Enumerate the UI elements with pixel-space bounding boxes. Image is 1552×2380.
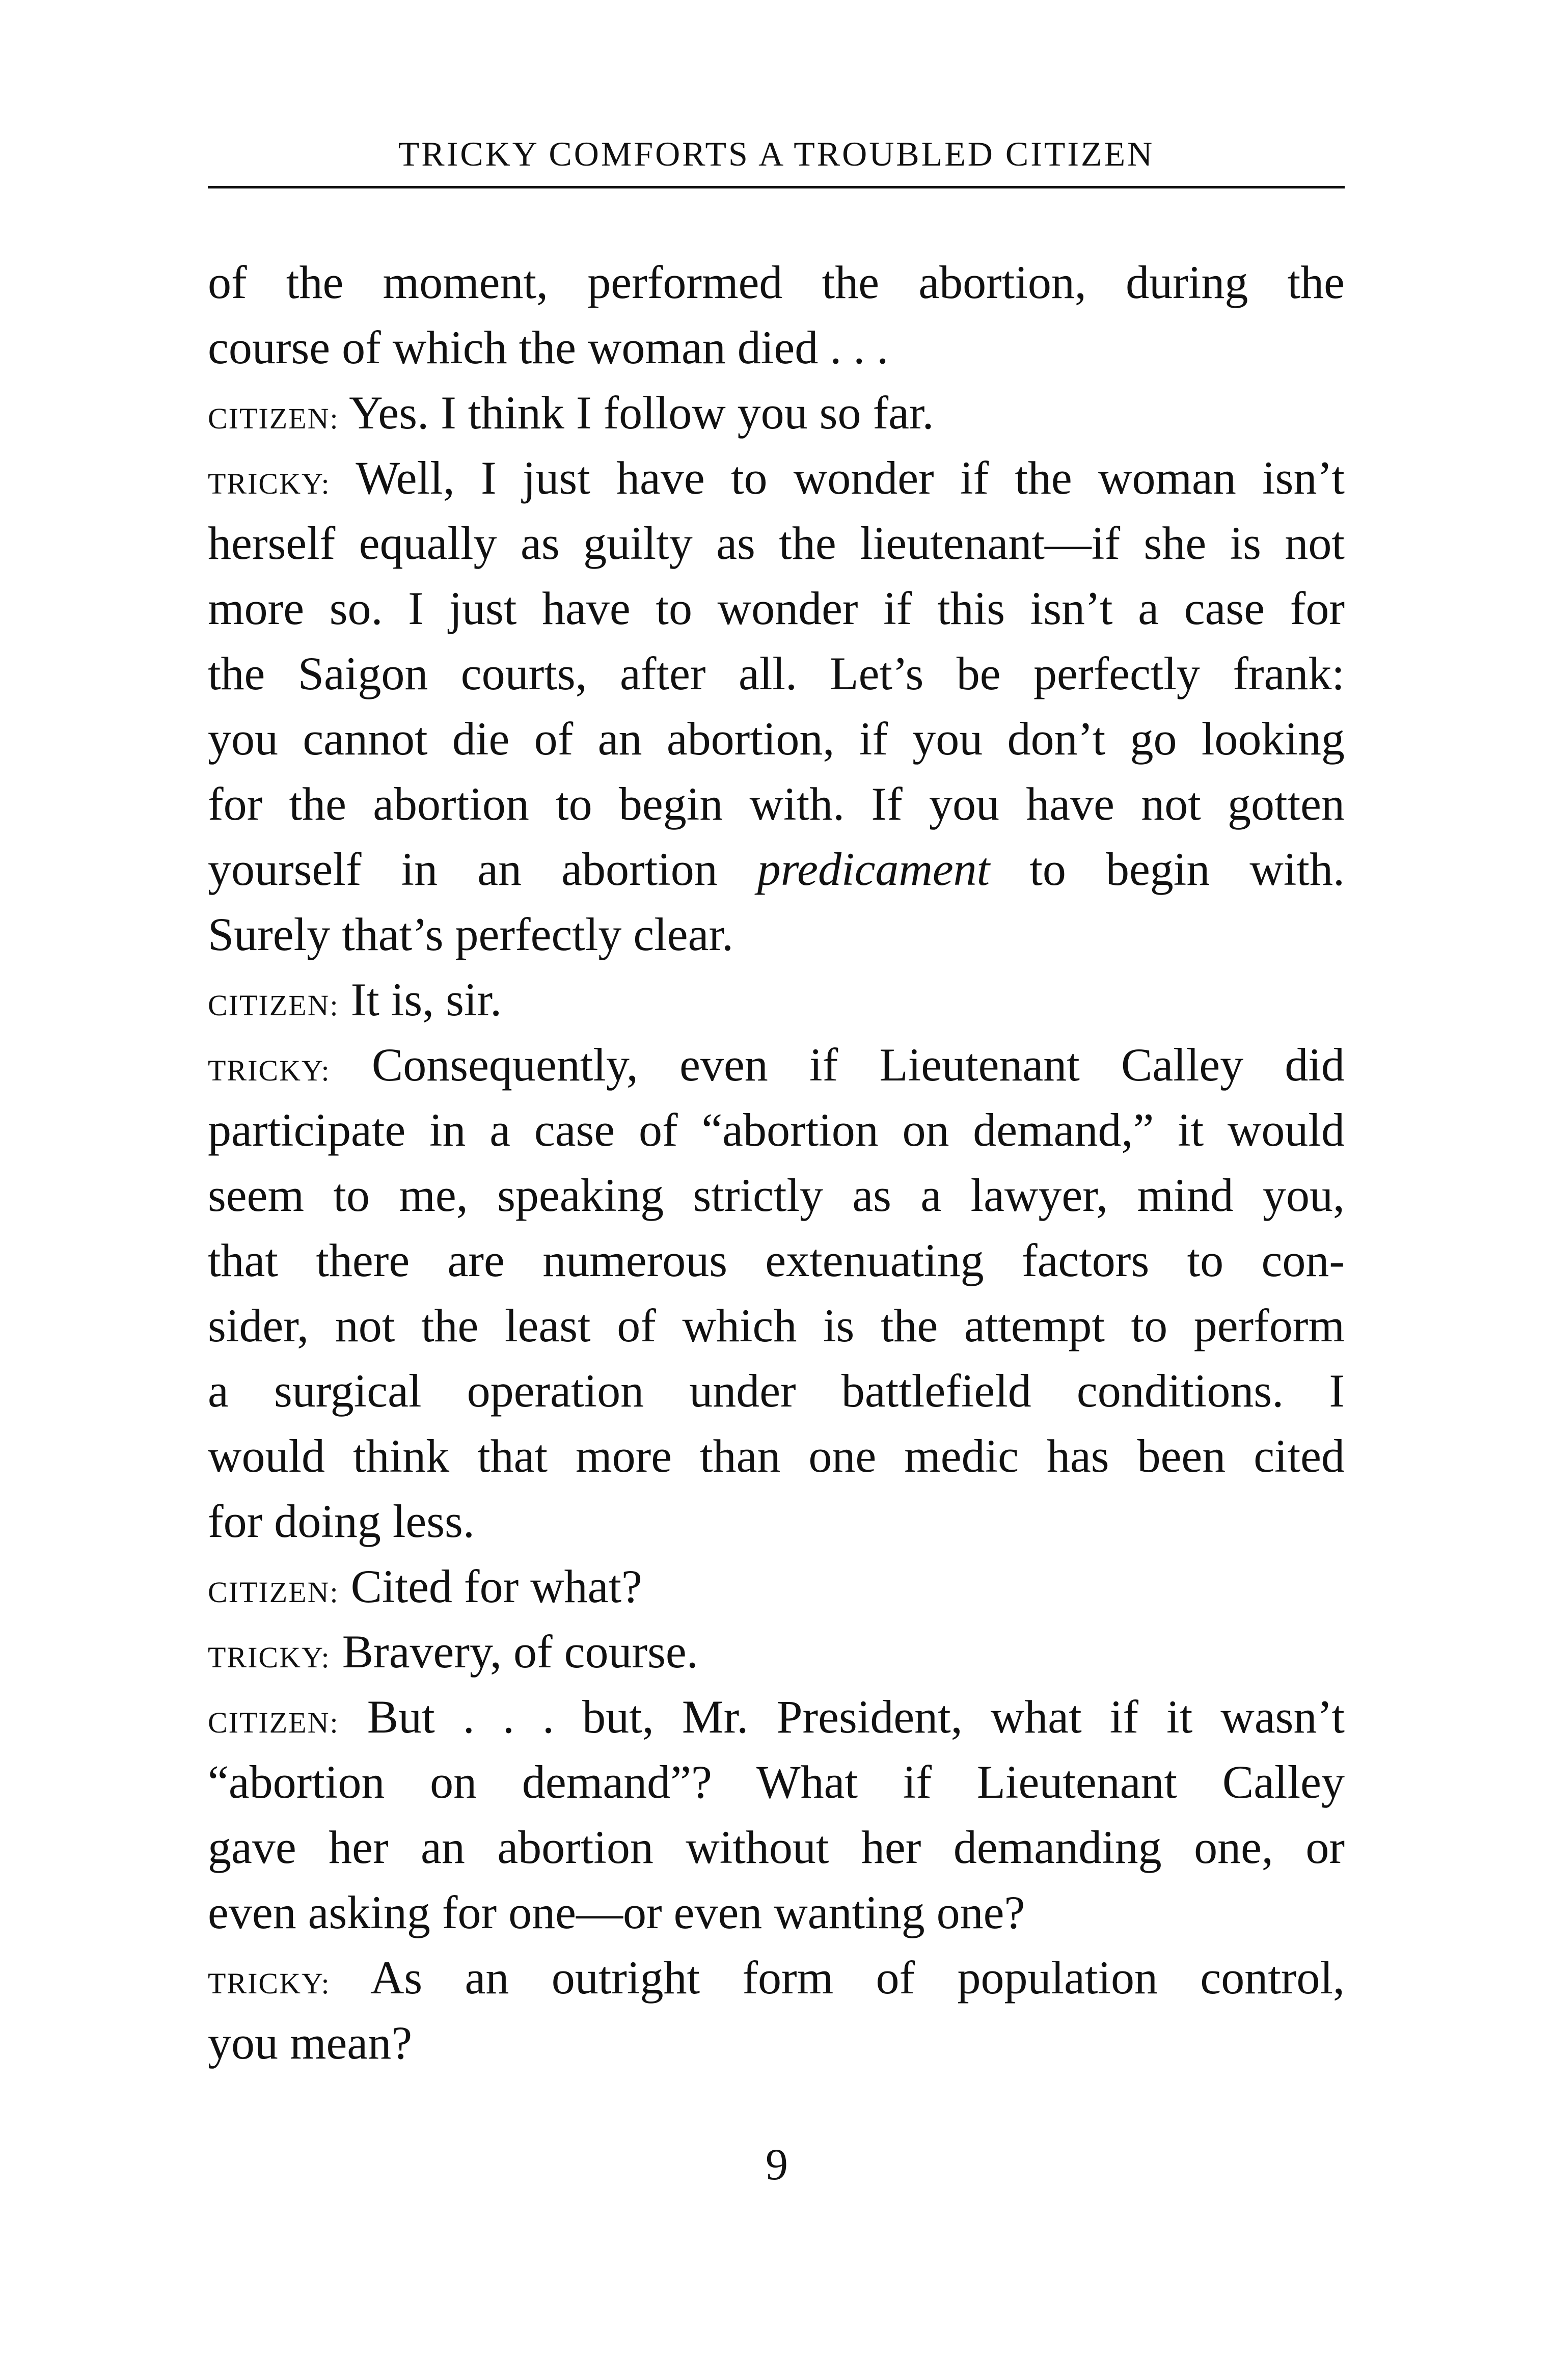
speaker-label: TRICKY:: [208, 1641, 331, 1674]
text-line: gave her an abortion without her demanding one, or: [208, 1821, 1345, 1873]
text-line: you mean?: [208, 2017, 413, 2069]
text-line: course of which the woman died . . .: [208, 321, 889, 373]
text-line: TRICKY: Well, I just have to wonder if the woman isn’t: [208, 452, 1345, 504]
speaker-label: TRICKY:: [208, 1054, 331, 1087]
speaker-label: CITIZEN:: [208, 1576, 339, 1609]
text-line: CITIZEN: It is, sir.: [208, 973, 502, 1025]
text-line: a surgical operation under battlefield conditions. I: [208, 1365, 1345, 1417]
text-line: more so. I just have to wonder if this isn’t a case for: [208, 582, 1345, 634]
text-line: CITIZEN: Cited for what?: [208, 1560, 642, 1612]
speaker-label: TRICKY:: [208, 1967, 331, 2000]
text-line: “abortion on demand”? What if Lieutenant Calley: [208, 1756, 1345, 1808]
italic-emphasis: predicament: [757, 843, 990, 895]
text-line: yourself in an abortion predicament to begin with.: [208, 843, 1345, 895]
dialogue-text: [208, 250, 1345, 2075]
text-line: for doing less.: [208, 1495, 475, 1547]
speaker-label: TRICKY:: [208, 467, 331, 500]
speaker-label: CITIZEN:: [208, 402, 339, 435]
header-rule: [208, 186, 1345, 188]
text-line: of the moment, performed the abortion, during the: [208, 256, 1345, 308]
text-line: that there are numerous extenuating factors to con-: [208, 1234, 1345, 1286]
text-line: TRICKY: Consequently, even if Lieutenant Calley did: [208, 1039, 1345, 1091]
text-line: the Saigon courts, after all. Let’s be perfectly frank:: [208, 647, 1345, 699]
text-line: participate in a case of “abortion on demand,” it would: [208, 1104, 1345, 1156]
text-line: even asking for one—or even wanting one?: [208, 1886, 1025, 1938]
text-line: seem to me, speaking strictly as a lawyer, mind you,: [208, 1169, 1345, 1221]
text-line: would think that more than one medic has been cited: [208, 1430, 1345, 1482]
text-line: Surely that’s perfectly clear.: [208, 908, 734, 960]
text-line: TRICKY: Bravery, of course.: [208, 1626, 698, 1678]
text-line: for the abortion to begin with. If you have not gotten: [208, 778, 1345, 830]
text-line: TRICKY: As an outright form of population control,: [208, 1952, 1345, 2004]
running-head: TRICKY COMFORTS A TROUBLED CITIZEN: [398, 134, 1155, 173]
text-line: CITIZEN: Yes. I think I follow you so far.: [208, 387, 934, 439]
page-number: 9: [766, 2140, 788, 2189]
speaker-label: CITIZEN:: [208, 989, 339, 1022]
text-line: sider, not the least of which is the attempt to perform: [208, 1300, 1345, 1351]
speaker-label: CITIZEN:: [208, 1706, 339, 1739]
text-line: CITIZEN: But . . . but, Mr. President, what if it wasn’t: [208, 1691, 1345, 1743]
text-line: you cannot die of an abortion, if you don’t go looking: [208, 713, 1345, 765]
text-line: herself equally as guilty as the lieutenant—if she is not: [208, 517, 1345, 569]
